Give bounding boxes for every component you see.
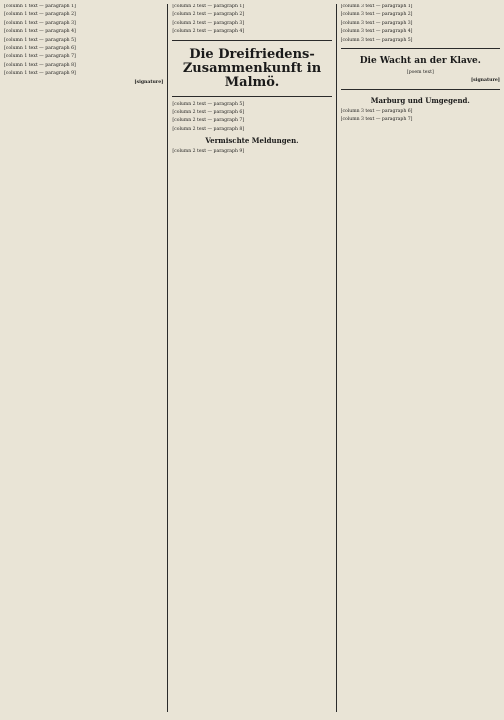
article-paragraph: [column 3 text — paragraph 3] <box>340 20 413 26</box>
article-paragraph: [column 2 text — paragraph 1] <box>172 4 245 9</box>
article-paragraph: [column 1 text — paragraph 7] <box>4 54 76 60</box>
article-paragraph: [column 2 text — paragraph 6] <box>172 110 245 116</box>
article-paragraph: [column 3 text — paragraph 5] <box>340 37 413 43</box>
column-2 <box>172 4 331 712</box>
article-paragraph: [column 3 text — paragraph 7] <box>340 117 413 123</box>
article-paragraph: [column 2 text — paragraph 8] <box>172 126 245 132</box>
article-paragraph: [column 2 text — paragraph 9] <box>172 149 245 155</box>
poem-text: [poem text] <box>406 70 434 76</box>
article-paragraph: [column 1 text — paragraph 8] <box>4 62 76 68</box>
article-paragraph: [column 2 text — paragraph 3] <box>172 20 245 26</box>
article-signature: [signature] <box>134 79 164 85</box>
section-divider <box>172 96 331 97</box>
section-divider <box>341 89 500 90</box>
section-headline: Marburg und Umgegend. <box>370 95 470 105</box>
article-paragraph: [column 1 text — paragraph 2] <box>4 12 76 18</box>
article-paragraph: [column 1 text — paragraph 4] <box>4 29 76 35</box>
article-paragraph: [column 2 text — paragraph 5] <box>172 101 245 107</box>
column-rule <box>167 4 168 712</box>
column-3 <box>341 4 500 712</box>
section-headline: Vermischte Meldungen. <box>205 136 299 146</box>
section-divider <box>172 40 331 41</box>
section-divider <box>341 48 500 49</box>
article-paragraph: [column 1 text — paragraph 1] <box>4 4 76 9</box>
article-paragraph: [column 3 text — paragraph 2] <box>340 12 413 18</box>
column-rule <box>336 4 337 712</box>
article-paragraph: [column 1 text — paragraph 6] <box>4 46 76 52</box>
article-paragraph: [column 1 text — paragraph 5] <box>4 37 76 43</box>
section-headline: Die Wacht an der Klave. <box>359 56 481 67</box>
article-paragraph: [column 3 text — paragraph 6] <box>340 108 413 114</box>
article-paragraph: [column 2 text — paragraph 7] <box>172 118 245 124</box>
article-paragraph: [column 1 text — paragraph 9] <box>4 71 76 77</box>
article-paragraph: [column 3 text — paragraph 4] <box>340 29 413 35</box>
article-paragraph: [column 3 text — paragraph 1] <box>340 4 413 9</box>
newspaper-page <box>4 4 500 712</box>
article-paragraph: [column 1 text — paragraph 3] <box>4 20 76 26</box>
section-headline: Die Dreifriedens-Zusammenkunft in Malmö. <box>182 46 322 90</box>
article-paragraph: [column 2 text — paragraph 4] <box>172 29 245 35</box>
column-1 <box>4 4 163 712</box>
article-signature: [signature] <box>470 78 500 84</box>
article-paragraph: [column 2 text — paragraph 2] <box>172 12 245 18</box>
